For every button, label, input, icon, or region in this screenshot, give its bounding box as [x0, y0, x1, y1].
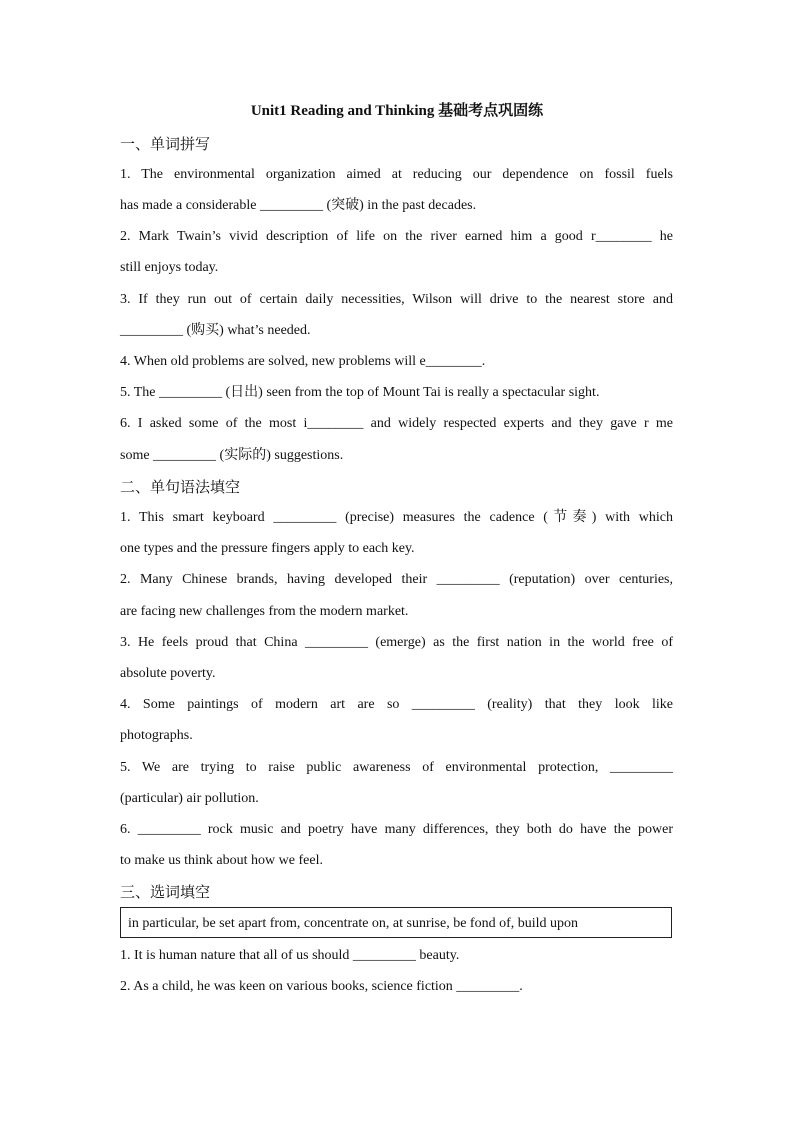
section-heading-word-choice: 三、选词填空 [120, 883, 211, 901]
grammar-line-7: 4. Some paintings of modern art are so _________ (reality) that they look like [120, 697, 673, 712]
spelling-line-8: 5. The _________ (日出) seen from the top of Mount Tai is really a spectacular sight. [120, 385, 600, 400]
grammar-line-9: 5. We are trying to raise public awareness of environmental protection, _________ [120, 760, 673, 775]
section-heading-spelling: 一、单词拼写 [120, 135, 211, 153]
spelling-line-6: _________ (购买) what’s needed. [120, 323, 311, 338]
spelling-line-2: has made a considerable _________ (突破) in the past decades. [120, 198, 477, 213]
spelling-line-9: 6. I asked some of the most i________ and widely respected experts and they gave r me [120, 416, 673, 431]
spelling-line-3: 2. Mark Twain’s vivid description of life on the river earned him a good r________ he [120, 229, 673, 244]
grammar-line-3: 2. Many Chinese brands, having developed their _________ (reputation) over centuries, [120, 572, 673, 587]
word-choice-line-1: 1. It is human nature that all of us should _________ beauty. [120, 948, 460, 963]
grammar-line-1: 1. This smart keyboard _________ (precise) measures the cadence (节奏) with which [120, 510, 673, 525]
grammar-line-5: 3. He feels proud that China _________ (emerge) as the first nation in the world free of [120, 635, 673, 650]
spelling-line-4: still enjoys today. [120, 260, 219, 275]
page-title: Unit1 Reading and Thinking 基础考点巩固练 [250, 103, 544, 119]
spelling-line-10: some _________ (实际的) suggestions. [120, 448, 344, 463]
spelling-line-7: 4. When old problems are solved, new problems will e________. [120, 354, 486, 369]
grammar-line-2: one types and the pressure fingers apply to each key. [120, 541, 415, 556]
section-heading-grammar: 二、单句语法填空 [120, 478, 241, 496]
grammar-line-8: photographs. [120, 728, 193, 743]
grammar-line-6: absolute poverty. [120, 666, 216, 681]
spelling-line-5: 3. If they run out of certain daily necessities, Wilson will drive to the nearest store and [120, 292, 673, 307]
grammar-line-10: (particular) air pollution. [120, 791, 259, 806]
word-choice-line-2: 2. As a child, he was keen on various books, science fiction _________. [120, 979, 523, 994]
grammar-line-4: are facing new challenges from the modern market. [120, 604, 409, 619]
word-box-text: in particular, be set apart from, concentrate on, at sunrise, be fond of, build upon [128, 916, 579, 931]
grammar-line-11: 6. _________ rock music and poetry have many differences, they both do have the power [120, 822, 673, 837]
spelling-line-1: 1. The environmental organization aimed at reducing our dependence on fossil fuels [120, 167, 673, 182]
grammar-line-12: to make us think about how we feel. [120, 853, 323, 868]
word-box [120, 907, 672, 938]
